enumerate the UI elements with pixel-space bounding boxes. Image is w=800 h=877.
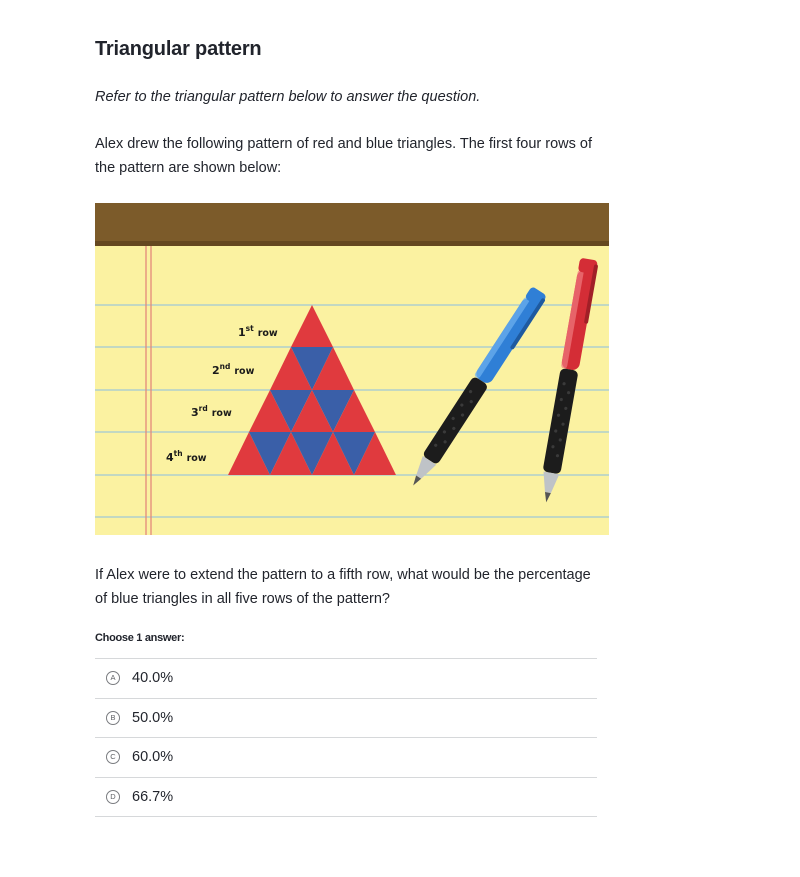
choice-d[interactable]: [95, 777, 597, 818]
choose-answer-label: Choose 1 answer:: [95, 632, 185, 644]
choice-letter-c: C: [106, 750, 120, 764]
triangle-pattern-figure: [95, 203, 609, 535]
choice-text-a: 40.0%: [132, 670, 174, 687]
choice-text-b: 50.0%: [132, 709, 174, 726]
row-label-1: 1st row: [238, 324, 278, 339]
notepad-binding: [95, 203, 609, 246]
choice-letter-a: A: [106, 671, 120, 685]
instructions: Refer to the triangular pattern below to answer the question.: [95, 89, 481, 105]
row-label-3: 3rd row: [191, 404, 232, 419]
choice-text-c: 60.0%: [132, 749, 174, 766]
choice-text-d: 66.7%: [132, 788, 174, 805]
problem-intro: Alex drew the following pattern of red and blue triangles. The first four rows of the pattern are shown below:: [95, 136, 593, 176]
answer-choices: [95, 658, 597, 817]
choice-a[interactable]: [95, 658, 597, 698]
choice-letter-b: B: [106, 711, 120, 725]
choice-b[interactable]: [95, 698, 597, 738]
row-label-2: 2nd row: [212, 362, 255, 377]
choice-c[interactable]: [95, 737, 597, 777]
page-title: Triangular pattern: [95, 38, 262, 60]
choice-letter-d: D: [106, 790, 120, 804]
row-label-4: 4th row: [166, 449, 207, 464]
question-text: If Alex were to extend the pattern to a fifth row, what would be the percentage of blue triangles in all five rows of the pattern?: [95, 567, 591, 607]
